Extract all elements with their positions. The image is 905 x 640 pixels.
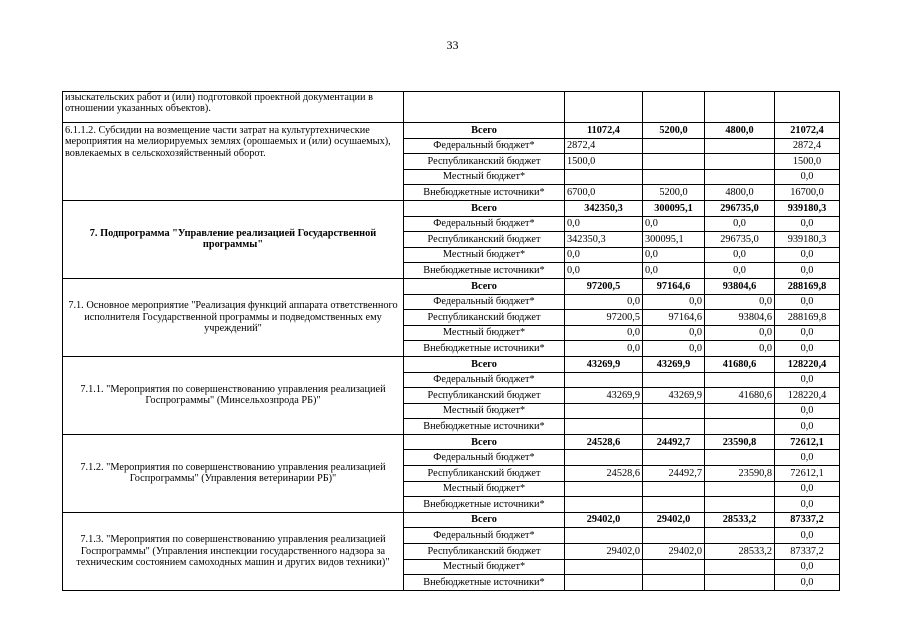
amount-cell: 0,0 xyxy=(565,263,643,279)
amount-cell: 0,0 xyxy=(705,247,775,263)
amount-cell: 4800,0 xyxy=(705,185,775,201)
section-title: 7.1.2. "Мероприятия по совершенствованию управления реализацией Госпрограммы" (Управления ветеринарии РБ)" xyxy=(63,434,404,512)
amount-cell: 0,0 xyxy=(565,325,643,341)
amount-cell xyxy=(565,528,643,544)
funding-source: Внебюджетные источники* xyxy=(404,341,565,357)
amount-cell: 0,0 xyxy=(643,341,705,357)
table-row xyxy=(63,278,840,294)
amount-cell: 29402,0 xyxy=(643,512,705,528)
amount-cell: 11072,4 xyxy=(565,123,643,139)
funding-source: Всего xyxy=(404,434,565,450)
amount-cell: 0,0 xyxy=(775,450,840,466)
amount-cell: 296735,0 xyxy=(705,200,775,216)
table-cell xyxy=(404,92,565,123)
amount-cell: 5200,0 xyxy=(643,123,705,139)
amount-cell: 0,0 xyxy=(775,216,840,232)
amount-cell xyxy=(643,403,705,419)
funding-source: Республиканский бюджет xyxy=(404,232,565,248)
section-title: 7.1. Основное мероприятие "Реализация функций аппарата ответственного исполнителя Государственной программы и подведомственных ему учреждений" xyxy=(63,278,404,356)
amount-cell xyxy=(705,450,775,466)
amount-cell: 87337,2 xyxy=(775,512,840,528)
amount-cell: 1500,0 xyxy=(565,154,643,170)
amount-cell: 0,0 xyxy=(775,372,840,388)
amount-cell xyxy=(643,450,705,466)
amount-cell: 43269,9 xyxy=(643,388,705,404)
amount-cell: 939180,3 xyxy=(775,200,840,216)
amount-cell: 28533,2 xyxy=(705,512,775,528)
funding-source: Внебюджетные источники* xyxy=(404,263,565,279)
amount-cell: 93804,6 xyxy=(705,310,775,326)
amount-cell: 2872,4 xyxy=(775,138,840,154)
amount-cell: 72612,1 xyxy=(775,466,840,482)
amount-cell: 0,0 xyxy=(775,497,840,513)
funding-source: Местный бюджет* xyxy=(404,481,565,497)
funding-source: Местный бюджет* xyxy=(404,325,565,341)
funding-source: Всего xyxy=(404,278,565,294)
amount-cell: 0,0 xyxy=(705,263,775,279)
funding-source: Республиканский бюджет xyxy=(404,466,565,482)
amount-cell: 28533,2 xyxy=(705,544,775,560)
amount-cell xyxy=(705,154,775,170)
funding-source: Республиканский бюджет xyxy=(404,154,565,170)
amount-cell: 97200,5 xyxy=(565,310,643,326)
amount-cell xyxy=(643,419,705,435)
amount-cell: 0,0 xyxy=(705,294,775,310)
amount-cell: 0,0 xyxy=(643,294,705,310)
amount-cell xyxy=(705,169,775,185)
page-number: 33 xyxy=(446,38,459,52)
amount-cell xyxy=(565,372,643,388)
funding-source: Местный бюджет* xyxy=(404,169,565,185)
funding-source: Всего xyxy=(404,356,565,372)
table-cell xyxy=(775,92,840,123)
amount-cell: 128220,4 xyxy=(775,388,840,404)
amount-cell xyxy=(565,575,643,591)
amount-cell: 41680,6 xyxy=(705,388,775,404)
funding-source: Внебюджетные источники* xyxy=(404,497,565,513)
funding-source: Федеральный бюджет* xyxy=(404,372,565,388)
budget-table xyxy=(62,91,840,591)
amount-cell: 21072,4 xyxy=(775,123,840,139)
amount-cell: 0,0 xyxy=(775,403,840,419)
amount-cell: 0,0 xyxy=(775,247,840,263)
amount-cell xyxy=(643,138,705,154)
funding-source: Внебюджетные источники* xyxy=(404,185,565,201)
amount-cell: 288169,8 xyxy=(775,278,840,294)
funding-source: Местный бюджет* xyxy=(404,247,565,263)
amount-cell xyxy=(705,497,775,513)
funding-source: Всего xyxy=(404,200,565,216)
amount-cell xyxy=(565,481,643,497)
amount-cell: 0,0 xyxy=(705,341,775,357)
table-row xyxy=(63,123,840,139)
amount-cell: 4800,0 xyxy=(705,123,775,139)
amount-cell: 1500,0 xyxy=(775,154,840,170)
amount-cell: 24492,7 xyxy=(643,434,705,450)
amount-cell: 0,0 xyxy=(775,559,840,575)
funding-source: Внебюджетные источники* xyxy=(404,575,565,591)
funding-source: Республиканский бюджет xyxy=(404,388,565,404)
section-title: 7.1.1. "Мероприятия по совершенствованию управления реализацией Госпрограммы" (Минсельхозпрода РБ)" xyxy=(63,356,404,434)
section-title: 6.1.1.2. Субсидии на возмещение части затрат на культуртехнические мероприятия на мелиорируемых землях (орошаемых и (или) осушаемых), вовлекаемых в сельскохозяйственный оборот. xyxy=(63,123,404,201)
amount-cell: 29402,0 xyxy=(643,544,705,560)
amount-cell: 0,0 xyxy=(775,341,840,357)
table-cell xyxy=(643,92,705,123)
funding-source: Федеральный бюджет* xyxy=(404,528,565,544)
table-row xyxy=(63,512,840,528)
amount-cell: 0,0 xyxy=(565,341,643,357)
amount-cell: 128220,4 xyxy=(775,356,840,372)
funding-source: Федеральный бюджет* xyxy=(404,216,565,232)
amount-cell: 0,0 xyxy=(705,216,775,232)
amount-cell: 24528,6 xyxy=(565,466,643,482)
amount-cell: 0,0 xyxy=(775,263,840,279)
amount-cell xyxy=(565,419,643,435)
funding-source: Федеральный бюджет* xyxy=(404,294,565,310)
amount-cell xyxy=(643,497,705,513)
amount-cell: 43269,9 xyxy=(643,356,705,372)
amount-cell: 0,0 xyxy=(775,419,840,435)
table-row xyxy=(63,434,840,450)
amount-cell xyxy=(643,481,705,497)
amount-cell: 0,0 xyxy=(565,216,643,232)
section-title: 7.1.3. "Мероприятия по совершенствованию управления реализацией Госпрограммы" (Управления инспекции государственного надзора за техническим состоянием самоходных машин и других видов техники)" xyxy=(63,512,404,590)
amount-cell: 939180,3 xyxy=(775,232,840,248)
amount-cell: 0,0 xyxy=(643,247,705,263)
amount-cell xyxy=(643,575,705,591)
amount-cell: 0,0 xyxy=(775,325,840,341)
amount-cell xyxy=(705,528,775,544)
amount-cell xyxy=(705,575,775,591)
amount-cell: 0,0 xyxy=(565,294,643,310)
intro-row xyxy=(63,92,840,123)
amount-cell: 16700,0 xyxy=(775,185,840,201)
amount-cell xyxy=(565,559,643,575)
amount-cell: 296735,0 xyxy=(705,232,775,248)
amount-cell: 41680,6 xyxy=(705,356,775,372)
amount-cell xyxy=(643,559,705,575)
amount-cell xyxy=(705,138,775,154)
amount-cell xyxy=(643,372,705,388)
amount-cell: 0,0 xyxy=(775,294,840,310)
amount-cell: 43269,9 xyxy=(565,356,643,372)
amount-cell: 29402,0 xyxy=(565,512,643,528)
amount-cell: 300095,1 xyxy=(643,200,705,216)
funding-source: Республиканский бюджет xyxy=(404,310,565,326)
amount-cell xyxy=(565,497,643,513)
funding-source: Внебюджетные источники* xyxy=(404,419,565,435)
amount-cell xyxy=(643,528,705,544)
amount-cell: 97164,6 xyxy=(643,310,705,326)
amount-cell: 342350,3 xyxy=(565,200,643,216)
amount-cell: 5200,0 xyxy=(643,185,705,201)
section-title: 7. Подпрограмма "Управление реализацией Государственной программы" xyxy=(63,200,404,278)
amount-cell: 0,0 xyxy=(643,263,705,279)
amount-cell: 87337,2 xyxy=(775,544,840,560)
funding-source: Всего xyxy=(404,512,565,528)
amount-cell: 0,0 xyxy=(775,575,840,591)
amount-cell: 288169,8 xyxy=(775,310,840,326)
amount-cell: 24528,6 xyxy=(565,434,643,450)
amount-cell: 300095,1 xyxy=(643,232,705,248)
amount-cell: 0,0 xyxy=(565,247,643,263)
amount-cell: 2872,4 xyxy=(565,138,643,154)
amount-cell xyxy=(705,419,775,435)
table-row xyxy=(63,200,840,216)
table-cell xyxy=(565,92,643,123)
amount-cell: 23590,8 xyxy=(705,466,775,482)
funding-source: Федеральный бюджет* xyxy=(404,450,565,466)
amount-cell xyxy=(705,559,775,575)
amount-cell xyxy=(565,450,643,466)
amount-cell: 97200,5 xyxy=(565,278,643,294)
intro-row-text: изыскательских работ и (или) подготовкой проектной документации в отношении указанных объектов). xyxy=(63,92,404,123)
amount-cell: 72612,1 xyxy=(775,434,840,450)
amount-cell: 24492,7 xyxy=(643,466,705,482)
amount-cell xyxy=(643,169,705,185)
funding-source: Местный бюджет* xyxy=(404,403,565,419)
table-row xyxy=(63,356,840,372)
amount-cell: 43269,9 xyxy=(565,388,643,404)
amount-cell: 0,0 xyxy=(705,325,775,341)
amount-cell xyxy=(565,169,643,185)
amount-cell: 342350,3 xyxy=(565,232,643,248)
table-cell xyxy=(705,92,775,123)
amount-cell: 29402,0 xyxy=(565,544,643,560)
amount-cell: 0,0 xyxy=(643,216,705,232)
amount-cell xyxy=(643,154,705,170)
amount-cell: 93804,6 xyxy=(705,278,775,294)
amount-cell: 0,0 xyxy=(775,528,840,544)
amount-cell xyxy=(705,372,775,388)
amount-cell xyxy=(565,403,643,419)
funding-source: Всего xyxy=(404,123,565,139)
amount-cell: 97164,6 xyxy=(643,278,705,294)
amount-cell: 23590,8 xyxy=(705,434,775,450)
amount-cell xyxy=(705,403,775,419)
amount-cell: 0,0 xyxy=(775,169,840,185)
amount-cell: 6700,0 xyxy=(565,185,643,201)
amount-cell: 0,0 xyxy=(643,325,705,341)
funding-source: Республиканский бюджет xyxy=(404,544,565,560)
amount-cell: 0,0 xyxy=(775,481,840,497)
funding-source: Федеральный бюджет* xyxy=(404,138,565,154)
funding-source: Местный бюджет* xyxy=(404,559,565,575)
amount-cell xyxy=(705,481,775,497)
